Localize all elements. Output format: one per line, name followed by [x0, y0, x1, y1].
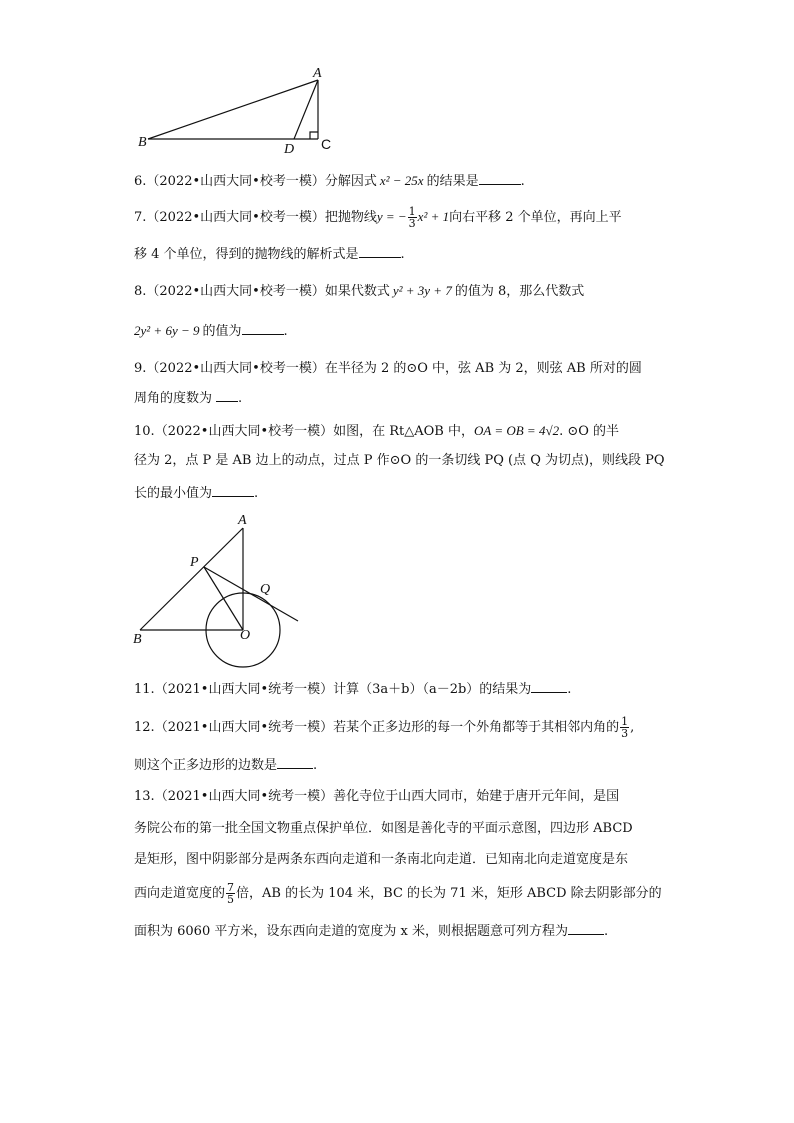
label-d: D — [284, 142, 295, 157]
question-text: 的值为 — [202, 324, 242, 339]
fraction: $\frac{1}{3}$ — [621, 715, 629, 740]
question-number: 6. — [134, 174, 147, 189]
question-text: 如果代数式 — [324, 284, 390, 299]
question-number: 9. — [134, 361, 147, 376]
question-13-line-5 — [134, 922, 664, 941]
question-number: 12. — [134, 720, 155, 735]
end-mark: . — [520, 174, 525, 189]
question-7-line-2 — [134, 245, 664, 264]
question-text: 若某个正多边形的每一个外角都等于其相邻内角的 — [333, 720, 620, 735]
question-8 — [134, 282, 664, 301]
question-number: 10. — [134, 424, 155, 439]
end-mark: . — [238, 391, 243, 406]
answer-blank — [479, 172, 521, 185]
question-9 — [134, 360, 664, 378]
question-9-line-2 — [134, 389, 664, 408]
end-mark: . — [283, 324, 288, 339]
answer-blank — [531, 680, 567, 693]
question-text: 务院公布的第一批全国文物重点保护单位．如图是善化寺的平面示意图，四边形 ABCD — [134, 821, 633, 836]
question-text: 移 4 个单位，得到的抛物线的解析式是 — [134, 247, 359, 262]
question-text: 则这个正多边形的边数是 — [134, 758, 278, 773]
question-text: 计算（3a＋b）（a－2b）的结果为 — [333, 682, 532, 697]
end-mark: . — [254, 486, 259, 501]
label-o: O — [240, 628, 251, 643]
question-text: 倍，AB 的长为 104 米，BC 的长为 71 米，矩形 ABCD 除去阴影部分的 — [236, 886, 662, 901]
math-expression: OA = OB = 4√2 — [473, 423, 560, 438]
fraction: $\frac{7}{5}$ — [227, 881, 235, 906]
question-text: . ⊙O 的半 — [559, 424, 620, 439]
figure-triangle-circle — [128, 508, 313, 668]
question-10 — [134, 422, 664, 441]
fraction: $\frac{1}{3}$ — [408, 205, 416, 230]
label-a: A — [313, 66, 322, 81]
question-source: （2021•山西大同•统考一模） — [154, 789, 334, 804]
question-text: 在半径为 2 的⊙O 中，弦 AB 为 2，则弦 AB 所对的圆 — [324, 361, 642, 376]
answer-blank — [216, 389, 238, 402]
question-11 — [134, 680, 664, 699]
answer-blank — [242, 322, 284, 335]
question-source: （2021•山西大同•统考一模） — [154, 682, 334, 697]
end-mark: . — [313, 758, 318, 773]
math-expression: 2y² + 6y − 9 — [134, 323, 200, 338]
label-b: B — [138, 135, 147, 150]
question-10-line-2 — [134, 452, 664, 470]
question-text: 善化寺位于山西大同市，始建于唐开元年间，是国 — [333, 789, 620, 804]
question-text: 向右平移 2 个单位，再向上平 — [449, 210, 622, 225]
question-number: 11. — [134, 682, 155, 697]
question-8-line-2 — [134, 322, 664, 341]
question-7 — [134, 206, 664, 229]
answer-blank — [359, 245, 401, 258]
question-number: 8. — [134, 284, 147, 299]
question-number: 7. — [134, 210, 147, 225]
answer-blank — [568, 922, 604, 935]
math-expression: y² + 3y + 7 — [392, 283, 452, 298]
answer-blank — [212, 484, 254, 497]
label-c: C — [321, 136, 332, 152]
question-text: , — [630, 720, 635, 735]
question-text: 如图，在 Rt△AOB 中， — [333, 424, 474, 439]
label-b: B — [133, 632, 142, 647]
question-source: （2022•山西大同•校考一模） — [146, 284, 325, 299]
question-text: 把抛物线 — [324, 210, 377, 225]
segment-po — [204, 567, 243, 630]
question-source: （2021•山西大同•统考一模） — [154, 720, 334, 735]
label-p: P — [190, 555, 199, 570]
right-angle-mark — [310, 132, 318, 139]
segment-ad — [294, 80, 318, 139]
end-mark: . — [603, 924, 609, 939]
question-6 — [134, 172, 664, 191]
question-text: 分解因式 — [324, 174, 377, 189]
answer-blank — [277, 756, 313, 769]
question-text: 面积为 6060 平方米，设东西向走道的宽度为 x 米，则根据题意可列方程为 — [134, 924, 568, 939]
math-expression: y = − — [376, 209, 407, 224]
question-12-line-2 — [134, 756, 664, 775]
question-text: 周角的度数为 — [134, 391, 213, 406]
question-source: （2022•山西大同•校考一模） — [154, 424, 334, 439]
question-13-line-4 — [134, 882, 664, 905]
math-expression: x² + 1 — [417, 209, 450, 224]
tangent-line-pq — [204, 567, 298, 621]
question-text: 的结果是 — [426, 174, 479, 189]
question-13-line-3 — [134, 851, 664, 869]
question-source: （2022•山西大同•校考一模） — [146, 210, 325, 225]
question-text: 长的最小值为 — [134, 486, 213, 501]
question-text: 西向走道宽度的 — [134, 886, 226, 901]
label-q: Q — [260, 582, 271, 597]
question-text: 是矩形，图中阴影部分是两条东西向走道和一条南北向走道．已知南北向走道宽度是东 — [134, 852, 629, 867]
end-mark: . — [567, 682, 572, 697]
question-10-line-3 — [134, 484, 664, 503]
question-text: 径为 2，点 P 是 AB 边上的动点，过点 P 作⊙O 的一条切线 PQ (点 Q 为切点)，则线段 PQ — [134, 453, 665, 468]
question-13 — [134, 788, 664, 806]
question-text: 的值为 8，那么代数式 — [454, 284, 585, 299]
figure-triangle-abc — [130, 62, 340, 157]
segment-ba — [148, 80, 318, 139]
question-13-line-2 — [134, 820, 664, 838]
question-source: （2022•山西大同•校考一模） — [146, 361, 325, 376]
question-number: 13. — [134, 789, 155, 804]
end-mark: . — [400, 247, 405, 262]
math-expression: x² − 25x — [379, 173, 424, 188]
question-12 — [134, 716, 664, 739]
label-a: A — [238, 513, 247, 528]
segment-ab — [140, 528, 243, 630]
question-source: （2022•山西大同•校考一模） — [146, 174, 325, 189]
